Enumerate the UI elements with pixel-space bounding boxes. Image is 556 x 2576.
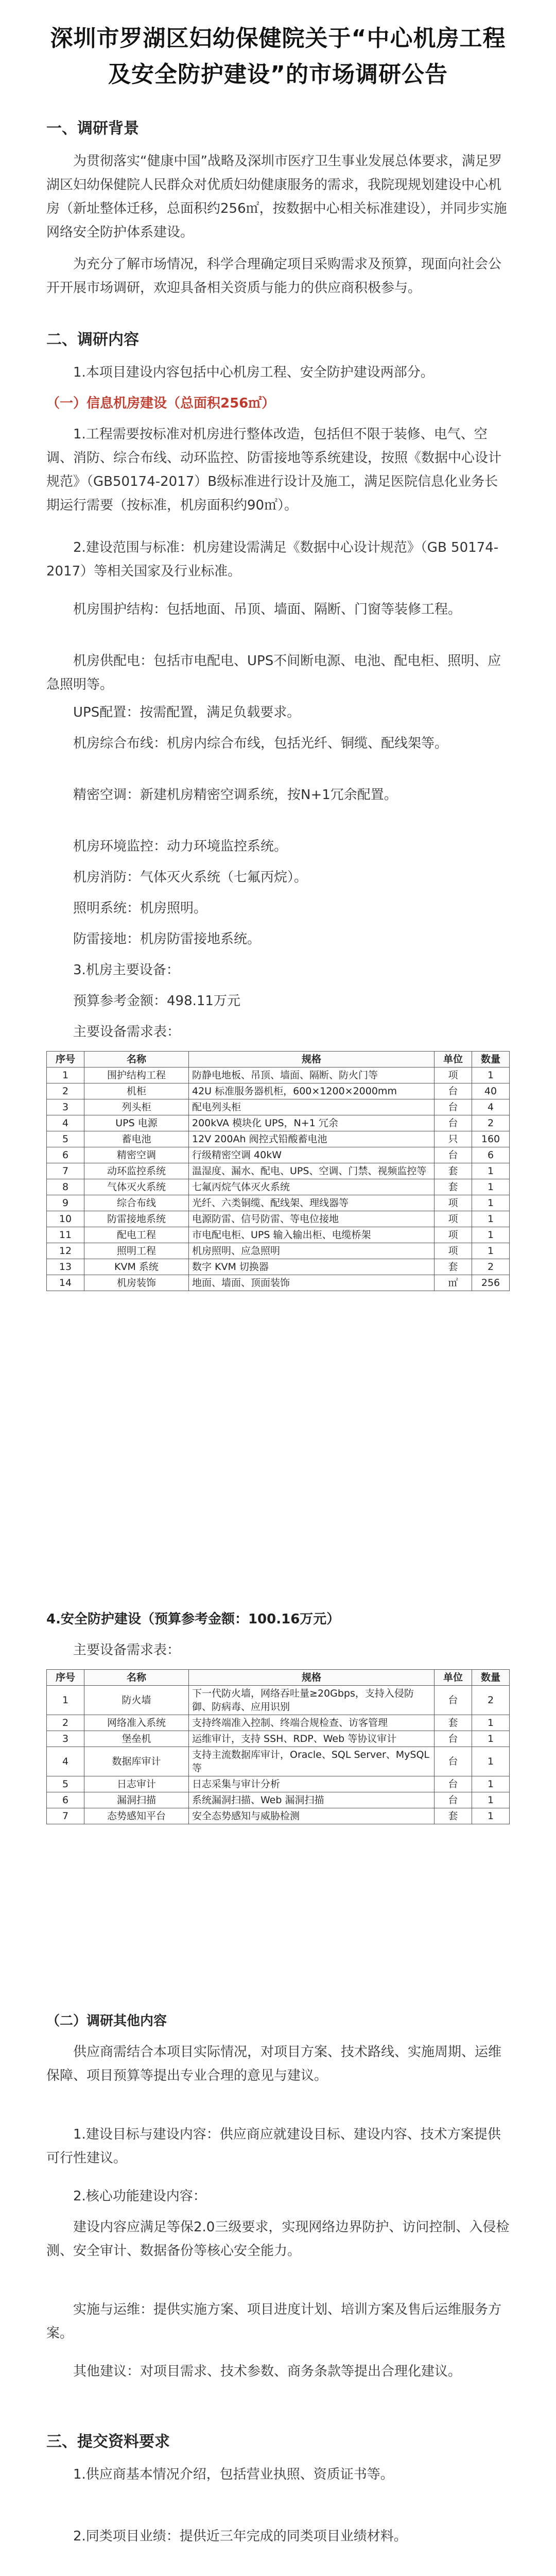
table-cell: 1 (472, 1067, 510, 1083)
table-cell: 项 (435, 1227, 472, 1243)
table-cell: 台 (435, 1686, 472, 1715)
table-cell: 套 (435, 1808, 472, 1824)
header-cell: 数量 (472, 1670, 510, 1686)
table-row (47, 1243, 510, 1259)
table-header-row (47, 1670, 510, 1686)
section-2-grounding: 防雷接地：机房防雷接地系统。 (73, 931, 261, 947)
section-1-paragraph-1: 为贯彻落实“健康中国”战略及深圳市医疗卫生事业发展总体要求，满足罗湖区妇幼保健院人民群众对优质妇幼健康服务的需求，我院现规划建设中心机房（新址整体迁移，总面积约256㎡，按数据中心相关标准建设），并同步实施网络安全防护体系建设。 (46, 154, 507, 240)
section-2-aircon: 精密空调：新建机房精密空调系统，按N+1冗余配置。 (73, 787, 397, 803)
table-cell: 8 (47, 1179, 84, 1195)
table-cell: 台 (435, 1792, 472, 1808)
table-cell: 配电列头柜 (189, 1099, 435, 1115)
table-cell: 6 (47, 1147, 84, 1163)
table-2-caption: 主要设备需求表： (73, 1642, 181, 1658)
section-2-ups: UPS配置：按需配置，满足负载要求。 (73, 705, 301, 720)
table-row (47, 1808, 510, 1824)
table-cell: 日志采集与审计分析 (189, 1776, 435, 1792)
table-header-row (47, 1052, 510, 1067)
table-cell: 14 (47, 1275, 84, 1291)
table-1-caption: 主要设备需求表： (73, 1024, 181, 1040)
table-cell: 套 (435, 1259, 472, 1275)
table-cell: 支持终端准入控制、终端合规检查、访客管理 (189, 1715, 435, 1731)
section-2-walls: 机房围护结构：包括地面、吊顶、墙面、隔断、门窗等装修工程。 (73, 602, 462, 617)
table-cell: 4 (472, 1099, 510, 1115)
table-cell: 1 (472, 1163, 510, 1179)
table-cell: 机房装饰 (84, 1275, 189, 1291)
table-cell: 6 (472, 1147, 510, 1163)
table-cell: 下一代防火墙，网络吞吐量≥20Gbps，支持入侵防御、防病毒、应用识别 (189, 1686, 435, 1715)
table-cell: 7 (47, 1808, 84, 1824)
header-cell: 规格 (189, 1670, 435, 1686)
table-cell: 200kVA 模块化 UPS，N+1 冗余 (189, 1115, 435, 1131)
header-cell: 规格 (189, 1052, 435, 1067)
table-cell: 防雷接地系统 (84, 1211, 189, 1227)
equipment-table-2 (46, 1669, 510, 1824)
header-cell: 序号 (47, 1052, 84, 1067)
table-cell: 1 (47, 1067, 84, 1083)
table-cell: 5 (47, 1131, 84, 1147)
table-row (47, 1731, 510, 1747)
section-2-monitoring: 机房环境监控：动力环境监控系统。 (73, 839, 288, 854)
table-cell: UPS 电源 (84, 1115, 189, 1131)
table-cell: 台 (435, 1115, 472, 1131)
section-2-paragraph-3: 2.建设范围与标准：机房建设需满足《数据中心设计规范》（GB 50174-2017）等相关国家及行业标准。 (46, 540, 499, 579)
table-cell: 12 (47, 1243, 84, 1259)
table-cell: 1 (472, 1179, 510, 1195)
table-row (47, 1195, 510, 1211)
table-row (47, 1715, 510, 1731)
table-cell: 机房照明、应急照明 (189, 1243, 435, 1259)
table-cell: 列头柜 (84, 1099, 189, 1115)
table-cell: 综合布线 (84, 1195, 189, 1211)
table-cell: 数据库审计 (84, 1747, 189, 1776)
header-cell: 序号 (47, 1670, 84, 1686)
table-cell: 行级精密空调 40kW (189, 1147, 435, 1163)
section-4-paragraph-5: 实施与运维：提供实施方案、项目进度计划、培训方案及售后运维服务方案。 (46, 2302, 502, 2341)
table-cell: 1 (472, 1715, 510, 1731)
table-cell: ㎡ (435, 1275, 472, 1291)
section-4-paragraph-3: 2.核心功能建设内容： (73, 2189, 206, 2204)
table-row (47, 1211, 510, 1227)
title-line-2: 及安全防护建设”的市场调研公告 (108, 61, 448, 88)
table-row (47, 1147, 510, 1163)
section-4-paragraph-1: 供应商需结合本项目实际情况，对项目方案、技术路线、实施周期、运维保障、项目预算等提出专业合理的意见与建议。 (46, 2044, 502, 2083)
table-cell: 蓄电池 (84, 1131, 189, 1147)
table-cell: 12V 200Ah 阀控式铅酸蓄电池 (189, 1131, 435, 1147)
section-2-power: 机房供配电：包括市电配电、UPS不间断电源、电池、配电柜、照明、应急照明等。 (46, 653, 501, 692)
table-cell: 2 (47, 1715, 84, 1731)
section-2-paragraph-2: 1.工程需要按标准对机房进行整体改造，包括但不限于装修、电气、空调、消防、综合布线、动环监控、防雷接地等系统建设，按照《数据中心设计规范》（GB50174-2017）B级标准进行设计及施工，满足医院信息化业务长期运行需要（按标准，机房面积约90㎡）。 (46, 427, 502, 513)
table-cell: 13 (47, 1259, 84, 1275)
table-cell: 1 (472, 1747, 510, 1776)
table-row (47, 1275, 510, 1291)
section-1-paragraph-2: 为充分了解市场情况，科学合理确定项目采购需求及预算，现面向社会公开开展市场调研，欢迎具备相关资质与能力的供应商积极参与。 (46, 257, 502, 296)
table-cell: KVM 系统 (84, 1259, 189, 1275)
table-cell: 台 (435, 1731, 472, 1747)
table-cell: 6 (47, 1792, 84, 1808)
table-cell: 配电工程 (84, 1227, 189, 1243)
table-cell: 运维审计，支持 SSH、RDP、Web 等协议审计 (189, 1731, 435, 1747)
section-2-intro: 1.本项目建设内容包括中心机房工程、安全防护建设两部分。 (73, 365, 434, 380)
table-cell: 套 (435, 1179, 472, 1195)
section-2-equipment-intro: 3.机房主要设备： (73, 962, 180, 978)
table-cell: 项 (435, 1243, 472, 1259)
table-cell: 40 (472, 1083, 510, 1099)
table-cell: 动环监控系统 (84, 1163, 189, 1179)
table-cell: 安全态势感知与威胁检测 (189, 1808, 435, 1824)
title-line-1: 深圳市罗湖区妇幼保健院关于“中心机房工程 (50, 25, 506, 52)
equipment-table-1 (46, 1051, 510, 1291)
table-cell: 支持主流数据库审计，Oracle、SQL Server、MySQL 等 (189, 1747, 435, 1776)
table-cell: 1 (472, 1211, 510, 1227)
section-3-heading: 4.安全防护建设（预算参考金额：100.16万元） (46, 1612, 340, 1627)
table-cell: 42U 标准服务器机柜，600×1200×2000mm (189, 1083, 435, 1099)
table-row (47, 1067, 510, 1083)
section-4-paragraph-2: 1.建设目标与建设内容：供应商应就建设目标、建设内容、技术方案提供可行性建议。 (46, 2127, 501, 2166)
table-row (47, 1083, 510, 1099)
table-cell: 台 (435, 1083, 472, 1099)
table-cell: 只 (435, 1131, 472, 1147)
table-cell: 漏洞扫描 (84, 1792, 189, 1808)
table-cell: 七氟丙烷气体灭火系统 (189, 1179, 435, 1195)
list-item: 2.同类项目业绩：提供近三年完成的同类项目业绩材料。 (73, 2529, 407, 2544)
table-cell: 防火墙 (84, 1686, 189, 1715)
section-2-heading: 二、调研内容 (46, 331, 139, 349)
section-1-heading: 一、调研背景 (46, 120, 139, 138)
table-cell: 2 (472, 1259, 510, 1275)
table-cell: 4 (47, 1115, 84, 1131)
table-cell: 台 (435, 1099, 472, 1115)
table-cell: 1 (472, 1227, 510, 1243)
section-5-heading: 三、提交资料要求 (46, 2433, 170, 2451)
section-4-paragraph-4: 建设内容应满足等保2.0三级要求，实现网络边界防护、访问控制、入侵检测、安全审计、数据备份等核心安全能力。 (46, 2219, 510, 2259)
table-cell: 数字 KVM 切换器 (189, 1259, 435, 1275)
section-2-cabling: 机房综合布线：机房内综合布线，包括光纤、铜缆、配线架等。 (73, 736, 448, 751)
header-cell: 单位 (435, 1670, 472, 1686)
table-cell: 11 (47, 1227, 84, 1243)
table-cell: 项 (435, 1067, 472, 1083)
table-cell: 5 (47, 1776, 84, 1792)
table-cell: 照明工程 (84, 1243, 189, 1259)
table-cell: 2 (472, 1686, 510, 1715)
table-cell: 市电配电柜、UPS 输入输出柜、电缆桥架 (189, 1227, 435, 1243)
table-cell: 1 (472, 1195, 510, 1211)
table-cell: 温湿度、漏水、配电、UPS、空调、门禁、视频监控等 (189, 1163, 435, 1179)
table-cell: 套 (435, 1163, 472, 1179)
table-row (47, 1259, 510, 1275)
table-row (47, 1131, 510, 1147)
table-cell: 256 (472, 1275, 510, 1291)
table-cell: 台 (435, 1147, 472, 1163)
table-cell: 项 (435, 1195, 472, 1211)
list-item: 1.供应商基本情况介绍，包括营业执照、资质证书等。 (73, 2467, 394, 2482)
table-cell: 光纤、六类铜缆、配线架、理线器等 (189, 1195, 435, 1211)
table-cell: 2 (472, 1115, 510, 1131)
table-cell: 套 (435, 1715, 472, 1731)
table-cell: 围护结构工程 (84, 1067, 189, 1083)
table-row (47, 1227, 510, 1243)
table-cell: 机柜 (84, 1083, 189, 1099)
section-4-subheading: （二）调研其他内容 (46, 2013, 167, 2029)
table-cell: 3 (47, 1731, 84, 1747)
table-cell: 项 (435, 1211, 472, 1227)
announcement-header (0, 21, 556, 93)
section-4-paragraph-6: 其他建议：对项目需求、技术参数、商务条款等提出合理化建议。 (73, 2364, 462, 2379)
table-row (47, 1747, 510, 1776)
table-cell: 2 (47, 1083, 84, 1099)
table-cell: 10 (47, 1211, 84, 1227)
table-cell: 防静电地板、吊顶、墙面、隔断、防火门等 (189, 1067, 435, 1083)
table-cell: 日志审计 (84, 1776, 189, 1792)
table-cell: 气体灭火系统 (84, 1179, 189, 1195)
table-cell: 1 (472, 1731, 510, 1747)
table-cell: 电源防雷、信号防雷、等电位接地 (189, 1211, 435, 1227)
table-cell: 台 (435, 1776, 472, 1792)
table-cell: 9 (47, 1195, 84, 1211)
table-cell: 1 (47, 1686, 84, 1715)
table-cell: 精密空调 (84, 1147, 189, 1163)
section-2-budget: 预算参考金额：498.11万元 (73, 993, 240, 1009)
table-row (47, 1179, 510, 1195)
table-cell: 网络准入系统 (84, 1715, 189, 1731)
table-cell: 系统漏洞扫描、Web 漏洞扫描 (189, 1792, 435, 1808)
table-cell: 1 (472, 1792, 510, 1808)
table-row (47, 1115, 510, 1131)
table-row (47, 1686, 510, 1715)
table-cell: 4 (47, 1747, 84, 1776)
table-cell: 1 (472, 1243, 510, 1259)
header-cell: 单位 (435, 1052, 472, 1067)
table-cell: 堡垒机 (84, 1731, 189, 1747)
table-row (47, 1099, 510, 1115)
section-2-lighting: 照明系统：机房照明。 (73, 901, 207, 916)
header-cell: 数量 (472, 1052, 510, 1067)
table-cell: 地面、墙面、顶面装饰 (189, 1275, 435, 1291)
table-cell: 160 (472, 1131, 510, 1147)
table-cell: 台 (435, 1747, 472, 1776)
table-row (47, 1776, 510, 1792)
table-cell: 态势感知平台 (84, 1808, 189, 1824)
table-cell: 1 (472, 1808, 510, 1824)
header-cell: 名称 (84, 1670, 189, 1686)
section-2-subheading: （一）信息机房建设（总面积256㎡） (46, 396, 275, 411)
table-row (47, 1792, 510, 1808)
table-row (47, 1163, 510, 1179)
section-2-fire: 机房消防：气体灭火系统（七氟丙烷）。 (73, 870, 308, 885)
table-cell: 3 (47, 1099, 84, 1115)
table-cell: 1 (472, 1776, 510, 1792)
header-cell: 名称 (84, 1052, 189, 1067)
table-cell: 7 (47, 1163, 84, 1179)
